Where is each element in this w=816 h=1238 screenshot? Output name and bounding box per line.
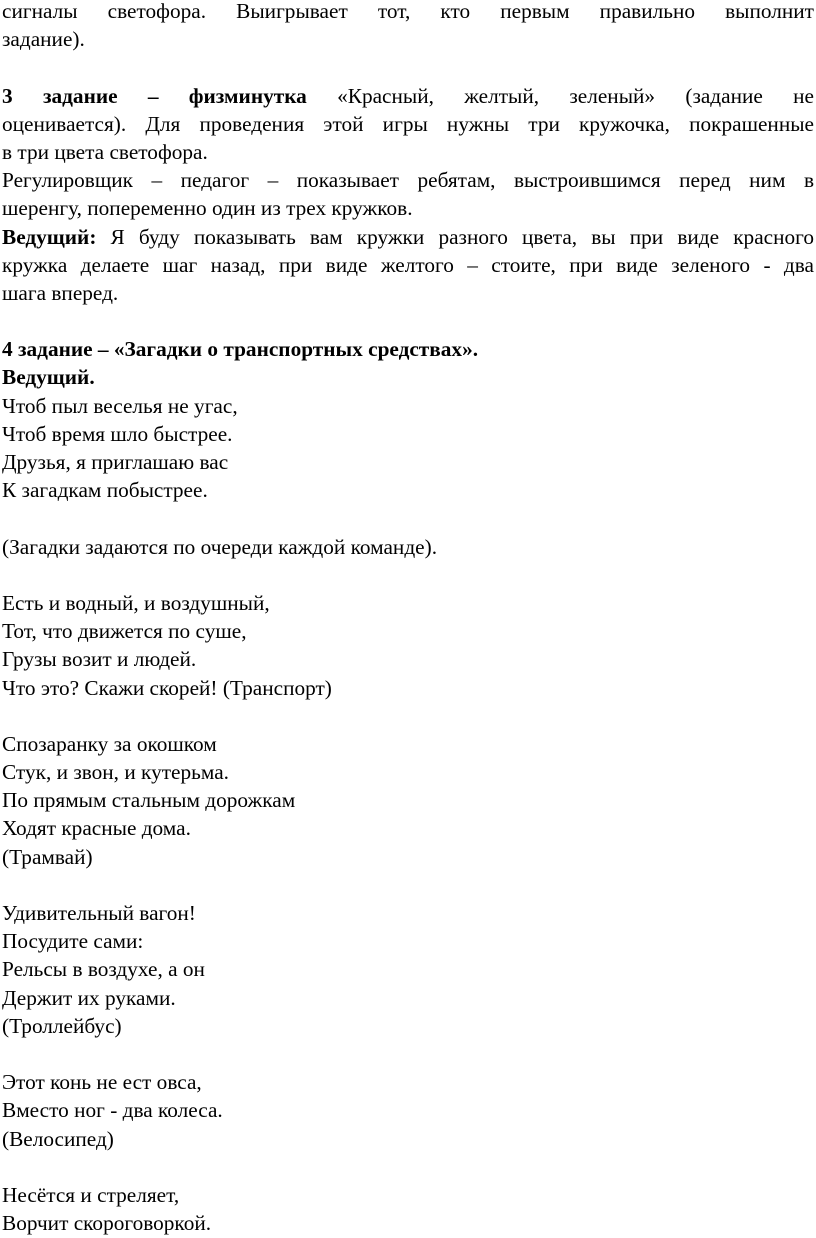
riddle1-line: Тот, что движется по суше, <box>2 619 247 644</box>
riddle1-line: Есть и водный, и воздушный, <box>2 590 270 615</box>
riddle2-answer: (Трамвай) <box>2 844 93 869</box>
riddle2-line: Спозаранку за окошком <box>2 731 217 756</box>
riddle2-line: Стук, и звон, и кутерьма. <box>2 760 229 785</box>
riddle1-line: Грузы возит и людей. <box>2 647 197 672</box>
riddles-note: (Загадки задаются по очереди каждой команде). <box>2 534 438 559</box>
riddle2-line: По прямым стальным дорожкам <box>2 788 296 813</box>
task4-heading-text: 4 задание – «Загадки о транспортных средствах». <box>2 337 479 362</box>
riddle3-line: Удивительный вагон! <box>2 901 196 925</box>
riddle3-line: Рельсы в воздухе, а он <box>2 957 205 982</box>
task4-leader <box>2 363 816 391</box>
riddle4-line: Вместо ног - два колеса. <box>2 1098 223 1123</box>
task3-line-4: Регулировщик – педагог – показывает ребятам, выстроившимся перед ним в <box>2 168 814 193</box>
task3-heading-bold: 3 задание – физминутка <box>2 83 307 108</box>
leader-text: Я буду показывать вам кружки разного цвета, вы при виде красного <box>96 224 814 249</box>
riddle5-line: Несётся и стреляет, <box>2 1182 180 1207</box>
leader-label: Ведущий: <box>2 224 97 249</box>
blank-line <box>2 504 816 532</box>
task3-line-5: шеренгу, попеременно один из трех кружков. <box>2 196 413 221</box>
intro-line-1: сигналы светофора. Выигрывает тот, кто первым правильно выполнит <box>2 0 814 23</box>
poem-line: Чтоб пыл веселья не угас, <box>2 393 238 418</box>
task3-leader-line <box>2 223 814 251</box>
poem-line: Друзья, я приглашаю вас <box>2 450 229 474</box>
riddle5-line: Ворчит скороговоркой. <box>2 1211 212 1236</box>
riddle3-line: Посудите сами: <box>2 929 144 954</box>
blank-line <box>2 1040 816 1068</box>
blank-line <box>2 53 816 81</box>
riddle4-line: Этот конь не ест овса, <box>2 1070 202 1095</box>
task3-heading <box>2 82 814 110</box>
task3-line-3: в три цвета светофора. <box>2 139 208 164</box>
riddle3-line: Держит их руками. <box>2 985 176 1010</box>
task3-line-8: шага вперед. <box>2 280 119 305</box>
poem-line: К загадкам побыстрее. <box>2 478 208 503</box>
task4-heading <box>2 335 816 363</box>
blank-line <box>2 871 816 899</box>
riddle1-line: Что это? Скажи скорей! (Транспорт) <box>2 675 332 700</box>
intro-line-2: задание). <box>2 27 85 52</box>
riddle4-answer: (Велосипед) <box>2 1126 114 1151</box>
blank-line <box>2 1153 816 1181</box>
task3-line-7: кружка делаете шаг назад, при виде желтого – стоите, при виде зеленого - два <box>2 252 814 277</box>
blank-line <box>2 702 816 730</box>
task4-leader-text: Ведущий. <box>2 365 95 390</box>
blank-line <box>2 561 816 589</box>
blank-line <box>2 307 816 335</box>
task3-line-2: оценивается). Для проведения этой игры нужны три кружочка, покрашенные <box>2 111 814 136</box>
riddle2-line: Ходят красные дома. <box>2 816 191 841</box>
riddle3-answer: (Троллейбус) <box>2 1013 122 1038</box>
poem-line: Чтоб время шло быстрее. <box>2 421 233 446</box>
task3-heading-rest: «Красный, желтый, зеленый» (задание не <box>306 83 814 108</box>
